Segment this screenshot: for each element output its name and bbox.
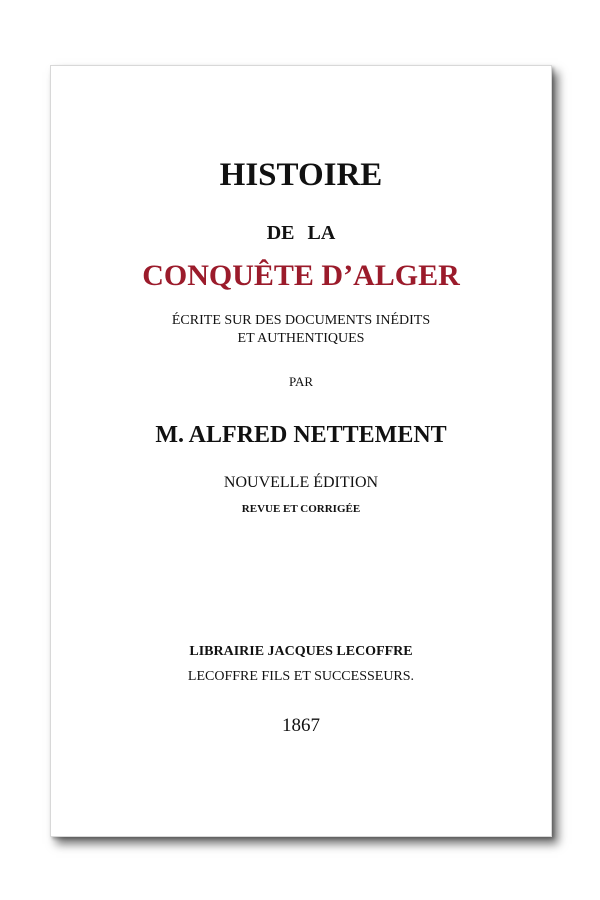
description-line-1: ÉCRITE SUR DES DOCUMENTS INÉDITS [171, 313, 431, 328]
book-title-page [50, 65, 552, 837]
by-label: PAR [288, 374, 314, 389]
title-connector: DE LA [266, 222, 336, 244]
author-name: M. ALFRED NETTEMENT [155, 422, 447, 448]
book-title: HISTOIRE [219, 157, 383, 193]
book-subject: CONQUÊTE D’ALGER [142, 259, 460, 292]
publisher-name: LIBRAIRIE JACQUES LECOFFRE [189, 644, 413, 659]
revision-label: REVUE ET CORRIGÉE [241, 503, 361, 515]
description-line-2: ET AUTHENTIQUES [237, 331, 365, 346]
edition-label: NOUVELLE ÉDITION [223, 474, 379, 491]
publication-year: 1867 [282, 715, 320, 736]
publisher-successors: LECOFFRE FILS ET SUCCESSEURS. [187, 669, 415, 684]
